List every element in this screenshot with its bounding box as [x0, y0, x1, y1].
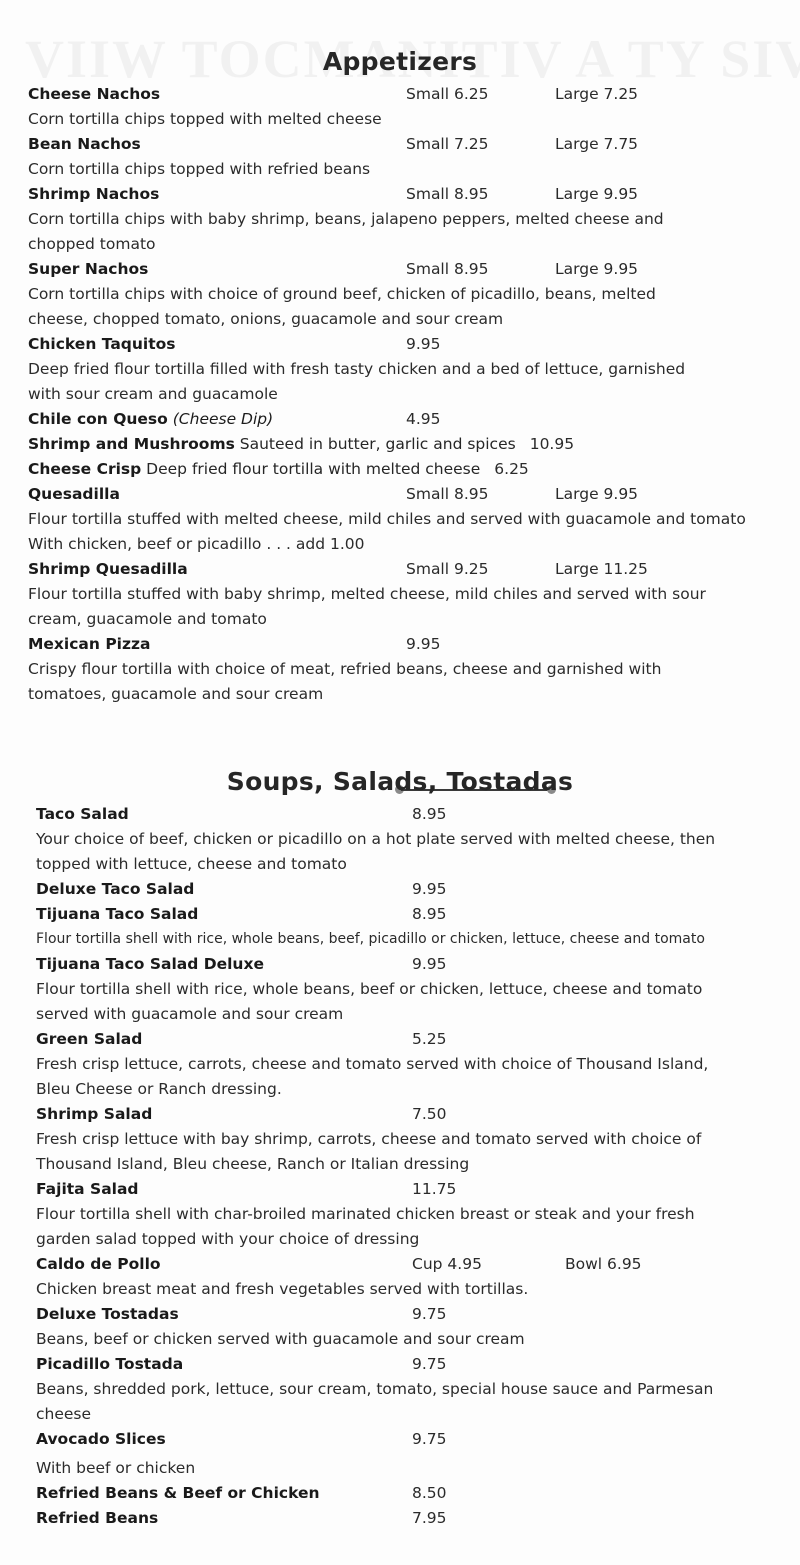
item-description: Corn tortilla chips with baby shrimp, beans, jalapeno peppers, melted cheese and chopped tomato — [28, 210, 664, 253]
menu-item-header — [28, 132, 788, 157]
item-price: Cup 4.95 — [412, 1255, 482, 1273]
menu-item-header — [28, 482, 788, 507]
menu-item-header — [36, 1427, 788, 1452]
menu-item — [0, 182, 800, 257]
item-price: 10.95 — [529, 435, 575, 453]
menu-item — [0, 1102, 800, 1177]
item-name: Shrimp Quesadilla — [28, 560, 188, 578]
item-description: Deep fried flour tortilla filled with fresh tasty chicken and a bed of lettuce, garnished with sour cream and guacamole — [28, 360, 686, 403]
section-title-appetizers: Appetizers — [322, 47, 478, 76]
item-name: Super Nachos — [28, 260, 149, 278]
menu-item — [0, 557, 800, 632]
item-price: 7.95 — [412, 1509, 447, 1527]
menu-item — [0, 1352, 800, 1427]
item-price: 11.75 — [412, 1180, 457, 1198]
item-name: Mexican Pizza — [28, 635, 151, 653]
item-name: Picadillo Tostada — [36, 1355, 184, 1373]
menu-item — [0, 1027, 800, 1102]
menu-item — [0, 1481, 800, 1506]
item-name: Cheese Crisp — [28, 460, 142, 478]
menu-item-header — [28, 432, 788, 457]
item-name: Deluxe Taco Salad — [36, 880, 195, 898]
item-price: 9.75 — [412, 1430, 447, 1448]
item-price-large: Large 7.25 — [555, 85, 639, 103]
item-price-large: Large 9.95 — [555, 260, 639, 278]
menu-item — [0, 1506, 800, 1531]
item-name: Shrimp and Mushrooms — [28, 435, 235, 453]
menu-item-header — [36, 1481, 788, 1506]
item-name: Tijuana Taco Salad Deluxe — [36, 955, 264, 973]
item-description: Flour tortilla stuffed with baby shrimp, melted cheese, mild chiles and served with sour cream, guacamole and tomato — [28, 585, 706, 628]
item-price: 9.75 — [412, 1355, 447, 1373]
appetizers-list — [0, 82, 800, 707]
menu-item — [0, 632, 800, 707]
menu-item-header — [28, 407, 788, 432]
menu-item-header — [28, 332, 788, 357]
menu-item-header — [36, 1506, 788, 1531]
menu-item — [0, 902, 800, 952]
item-description: Flour tortilla shell with rice, whole beans, beef or chicken, lettuce, cheese and tomato served with guacamole and sour cream — [36, 980, 703, 1023]
soups-salads-tostadas-section — [0, 762, 800, 1531]
menu-item — [0, 332, 800, 407]
item-price: 9.95 — [412, 880, 447, 898]
item-name: Taco Salad — [36, 805, 129, 823]
item-price: 5.25 — [412, 1030, 447, 1048]
item-description: Fresh crisp lettuce with bay shrimp, carrots, cheese and tomato served with choice of Thousand Island, Bleu cheese, Ranch or Italian dressing — [36, 1130, 702, 1173]
item-description: Flour tortilla shell with rice, whole beans, beef, picadillo or chicken, lettuce, cheese and tomato — [36, 931, 705, 947]
menu-item — [0, 802, 800, 877]
item-name: Refried Beans & Beef or Chicken — [36, 1484, 320, 1502]
section-title-soups: Soups, Salads, Tostadas — [226, 767, 574, 796]
menu-item — [0, 407, 800, 432]
appetizers-section — [0, 42, 800, 707]
item-price-large: Bowl 6.95 — [565, 1255, 642, 1273]
item-description: Corn tortilla chips topped with melted cheese — [28, 110, 382, 128]
item-description: Beans, beef or chicken served with guacamole and sour cream — [36, 1330, 525, 1348]
item-price: Small 6.25 — [406, 85, 489, 103]
menu-item-header — [28, 257, 788, 282]
item-price: Small 8.95 — [406, 485, 489, 503]
menu-item — [0, 1302, 800, 1352]
menu-item-header — [36, 1102, 788, 1127]
item-description: Flour tortilla shell with char-broiled marinated chicken breast or steak and your fresh garden salad topped with your choice of dressing — [36, 1205, 695, 1248]
menu-item-header — [28, 557, 788, 582]
menu-item-header — [36, 1302, 788, 1327]
menu-item-header — [36, 877, 788, 902]
item-name: Avocado Slices — [36, 1430, 166, 1448]
item-price: 9.95 — [406, 635, 441, 653]
menu-item — [0, 877, 800, 902]
menu-item-header — [36, 802, 788, 827]
menu-item — [0, 482, 800, 557]
item-name: Caldo de Pollo — [36, 1255, 161, 1273]
menu-item-header — [36, 902, 788, 927]
item-price: 9.75 — [412, 1305, 447, 1323]
item-name: Green Salad — [36, 1030, 143, 1048]
item-price: 8.95 — [412, 905, 447, 923]
item-name: Refried Beans — [36, 1509, 159, 1527]
item-price: 8.95 — [412, 805, 447, 823]
item-name: Tijuana Taco Salad — [36, 905, 199, 923]
menu-item-header — [28, 457, 788, 482]
item-description: Corn tortilla chips with choice of ground beef, chicken of picadillo, beans, melted cheese, chopped tomato, onions, guacamole and sour cream — [28, 285, 656, 328]
item-price-large: Large 9.95 — [555, 485, 639, 503]
item-price-large: Large 9.95 — [555, 185, 639, 203]
item-price: Small 9.25 — [406, 560, 489, 578]
item-price: 8.50 — [412, 1484, 447, 1502]
soups-list — [0, 802, 800, 1531]
menu-item — [0, 1177, 800, 1252]
item-description: Beans, shredded pork, lettuce, sour cream, tomato, special house sauce and Parmesan cheese — [36, 1380, 714, 1423]
item-price: Small 8.95 — [406, 260, 489, 278]
menu-item-header — [28, 632, 788, 657]
item-name: Shrimp Nachos — [28, 185, 160, 203]
menu-item-header — [28, 182, 788, 207]
menu-item — [0, 1252, 800, 1302]
item-inline-description: Deep fried flour tortilla with melted cheese — [146, 460, 481, 478]
item-description: Your choice of beef, chicken or picadillo on a hot plate served with melted cheese, then topped with lettuce, cheese and tomato — [36, 830, 716, 873]
item-description: Fresh crisp lettuce, carrots, cheese and tomato served with choice of Thousand Island, Bleu Cheese or Ranch dressing. — [36, 1055, 709, 1098]
item-description: Corn tortilla chips topped with refried beans — [28, 160, 371, 178]
item-name: Cheese Nachos — [28, 85, 161, 103]
item-price: 6.25 — [494, 460, 529, 478]
menu-item-header — [36, 1352, 788, 1377]
item-name: Fajita Salad — [36, 1180, 139, 1198]
item-name: Shrimp Salad — [36, 1105, 153, 1123]
menu-item — [0, 257, 800, 332]
item-price-large: Large 11.25 — [555, 560, 648, 578]
item-price-large: Large 7.75 — [555, 135, 639, 153]
item-note: (Cheese Dip) — [172, 410, 274, 428]
item-name: Chicken Taquitos — [28, 335, 176, 353]
menu-item — [0, 432, 800, 457]
item-inline-description: Sauteed in butter, garlic and spices — [239, 435, 516, 453]
item-description: Crispy flour tortilla with choice of meat, refried beans, cheese and garnished with tomatoes, guacamole and sour cream — [28, 660, 662, 703]
item-name: Chile con Queso — [28, 410, 168, 428]
item-description: With beef or chicken — [36, 1459, 196, 1477]
item-price: Small 7.25 — [406, 135, 489, 153]
item-description: Flour tortilla stuffed with melted cheese, mild chiles and served with guacamole and tomato With chicken, beef or picadillo . . . add 1.00 — [28, 510, 746, 553]
menu-item-header — [36, 1177, 788, 1202]
item-price: 9.95 — [406, 335, 441, 353]
item-price: Small 8.95 — [406, 185, 489, 203]
menu-item — [0, 1427, 800, 1481]
menu-item-header — [36, 1027, 788, 1052]
menu-item — [0, 82, 800, 132]
menu-item — [0, 132, 800, 182]
menu-item-header — [28, 82, 788, 107]
menu-item-header — [36, 1252, 788, 1277]
menu-item — [0, 952, 800, 1027]
item-name: Deluxe Tostadas — [36, 1305, 179, 1323]
item-name: Bean Nachos — [28, 135, 141, 153]
menu-item — [0, 457, 800, 482]
item-price: 4.95 — [406, 410, 441, 428]
item-price: 7.50 — [412, 1105, 447, 1123]
item-name: Quesadilla — [28, 485, 120, 503]
item-description: Chicken breast meat and fresh vegetables served with tortillas. — [36, 1280, 529, 1298]
menu-item-header — [36, 952, 788, 977]
item-price: 9.95 — [412, 955, 447, 973]
